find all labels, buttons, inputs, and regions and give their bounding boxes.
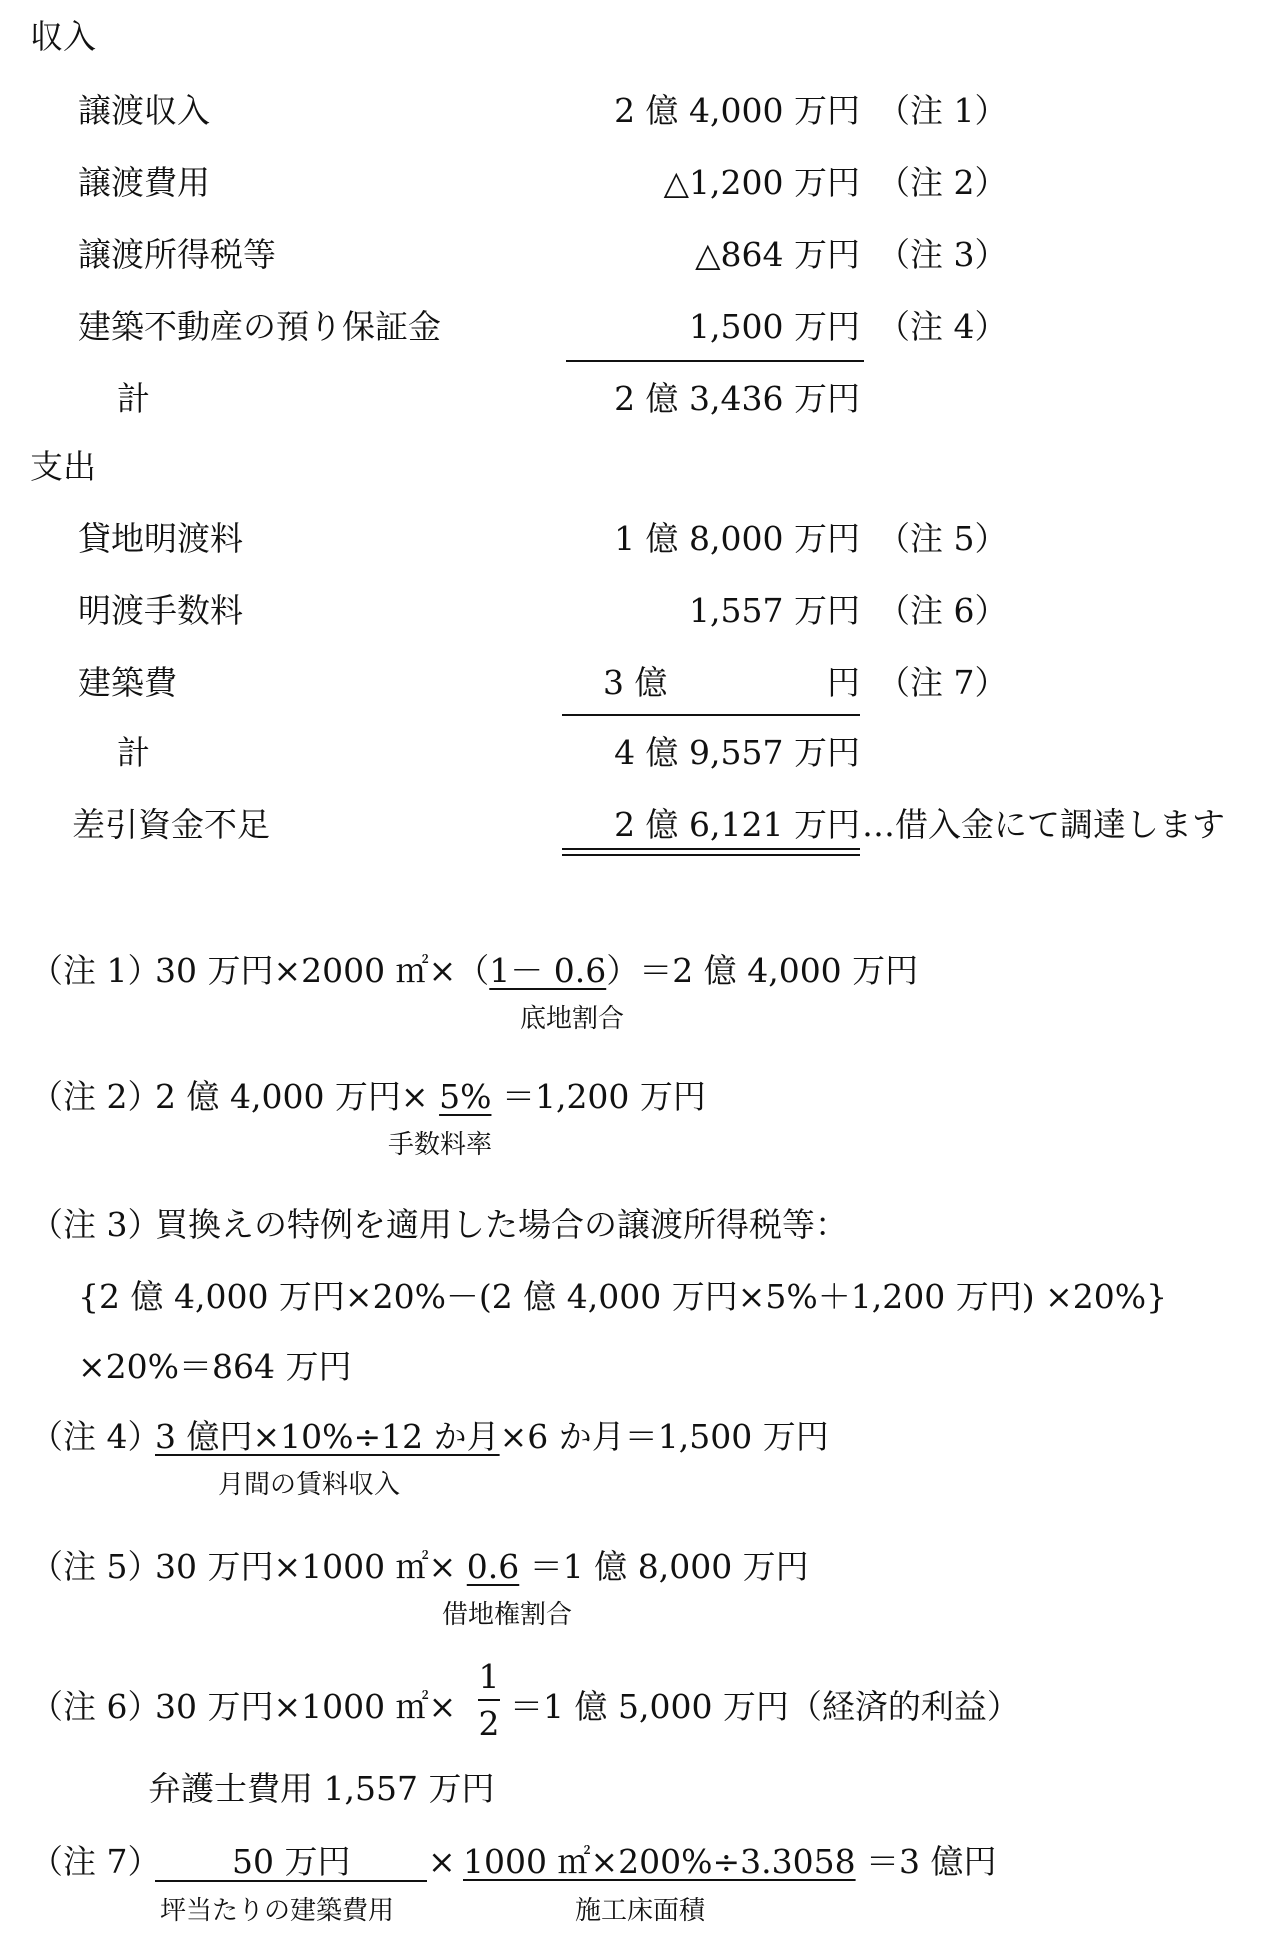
expense-total-label: 計: [117, 733, 150, 772]
note-tag: （注 7）: [30, 1842, 161, 1881]
note-tag: （注 3）: [30, 1205, 161, 1244]
income-row-note: （注 3）: [877, 235, 1008, 274]
income-total-amount: 2 億 3,436 万円: [614, 379, 860, 418]
note-2-pre: 2 億 4,000 万円×: [155, 1077, 429, 1116]
shortfall-amount: 2 億 6,121 万円: [614, 805, 860, 844]
expense-row-label: 明渡手数料: [78, 591, 243, 630]
note-7-caption-1: 坪当たりの建築費用: [160, 1896, 395, 1926]
note-3-line2: {2 億 4,000 万円×20%－(2 億 4,000 万円×5%＋1,200 万円) ×20%}: [78, 1277, 1168, 1316]
note-2-formula: [155, 1077, 706, 1116]
note-6-fraction-numerator: 1: [478, 1657, 500, 1696]
expense-row-amount: 1 億 8,000 万円: [614, 519, 860, 558]
note-6-fraction: [478, 1657, 500, 1743]
income-heading: 収入: [30, 17, 96, 56]
note-5-post: ＝1 億 8,000 万円: [529, 1547, 809, 1586]
expense-row-amount-left: 3 億: [603, 663, 668, 702]
expense-heading: 支出: [30, 447, 96, 486]
note-7-mid: ×: [428, 1842, 456, 1881]
note-4-caption: 月間の賃料収入: [218, 1470, 401, 1500]
note-tag: （注 2）: [30, 1077, 161, 1116]
income-row-label: 譲渡収入: [78, 91, 210, 130]
income-row-label: 建築不動産の預り保証金: [78, 307, 441, 346]
shortfall-rule-top: [562, 848, 860, 850]
income-row-amount: △864 万円: [695, 235, 860, 274]
note-1-underlined: 1－ 0.6: [489, 951, 607, 990]
note-5-underlined: 0.6: [466, 1547, 520, 1586]
note-6-post: ＝1 億 5,000 万円（経済的利益）: [510, 1687, 1020, 1726]
shortfall-label: 差引資金不足: [72, 805, 270, 844]
income-row-label: 譲渡費用: [78, 163, 210, 202]
note-tag: （注 1）: [30, 951, 161, 990]
note-tag: （注 6）: [30, 1687, 161, 1726]
note-4-post: ×6 か月＝1,500 万円: [499, 1417, 829, 1456]
note-1-caption: 底地割合: [520, 1004, 625, 1034]
note-2-underlined: 5%: [439, 1077, 492, 1116]
note-6-fraction-bar: [478, 1699, 500, 1701]
note-6-fraction-denominator: 2: [478, 1704, 500, 1743]
note-7-underlined-1: 50 万円: [232, 1842, 351, 1881]
expense-total-rule: [562, 714, 860, 716]
note-7-post: ＝3 億円: [866, 1842, 997, 1881]
note-1-formula: [155, 951, 919, 990]
shortfall-rule-bottom: [562, 854, 860, 856]
expense-row-label: 貸地明渡料: [78, 519, 243, 558]
note-7-underline-1: [155, 1880, 427, 1882]
note-4-underlined: 3 億円×10%÷12 か月: [155, 1417, 500, 1456]
shortfall-remark: …借入金にて調達します: [862, 805, 1225, 844]
expense-row-amount: 1,557 万円: [689, 591, 860, 630]
note-6-line2: 弁護士費用 1,557 万円: [148, 1769, 495, 1808]
note-4-formula: [155, 1417, 829, 1456]
note-tag: （注 4）: [30, 1417, 161, 1456]
note-2-post: ＝1,200 万円: [501, 1077, 706, 1116]
income-total-label: 計: [117, 379, 150, 418]
note-7-caption-2: 施工床面積: [575, 1896, 706, 1926]
income-row-amount: 2 億 4,000 万円: [614, 91, 860, 130]
expense-total-amount: 4 億 9,557 万円: [614, 733, 860, 772]
expense-row-amount-right: 円: [827, 663, 860, 702]
income-row-note: （注 2）: [877, 163, 1008, 202]
note-5-caption: 借地権割合: [442, 1600, 573, 1630]
expense-row-note: （注 7）: [877, 663, 1008, 702]
income-row-label: 譲渡所得税等: [78, 235, 276, 274]
expense-row-label: 建築費: [78, 663, 177, 702]
note-5-pre: 30 万円×1000 ㎡×: [155, 1547, 457, 1586]
note-7-underlined-2: 1000 ㎡×200%÷3.3058: [463, 1842, 856, 1881]
income-row-note: （注 4）: [877, 307, 1008, 346]
note-5-formula: [155, 1547, 809, 1586]
note-1-post: ）＝2 億 4,000 万円: [606, 951, 919, 990]
note-1-pre: 30 万円×2000 ㎡×（: [155, 951, 490, 990]
note-tag: （注 5）: [30, 1547, 161, 1586]
income-row-note: （注 1）: [877, 91, 1008, 130]
note-2-caption: 手数料率: [388, 1130, 493, 1160]
expense-row-note: （注 6）: [877, 591, 1008, 630]
income-total-rule: [566, 360, 864, 362]
note-6-pre: 30 万円×1000 ㎡×: [155, 1687, 457, 1726]
note-3-text: 買換えの特例を適用した場合の譲渡所得税等：: [155, 1205, 848, 1244]
income-row-amount: 1,500 万円: [689, 307, 860, 346]
note-3-line3: ×20%＝864 万円: [78, 1347, 352, 1386]
expense-row-note: （注 5）: [877, 519, 1008, 558]
income-row-amount: △1,200 万円: [663, 163, 860, 202]
